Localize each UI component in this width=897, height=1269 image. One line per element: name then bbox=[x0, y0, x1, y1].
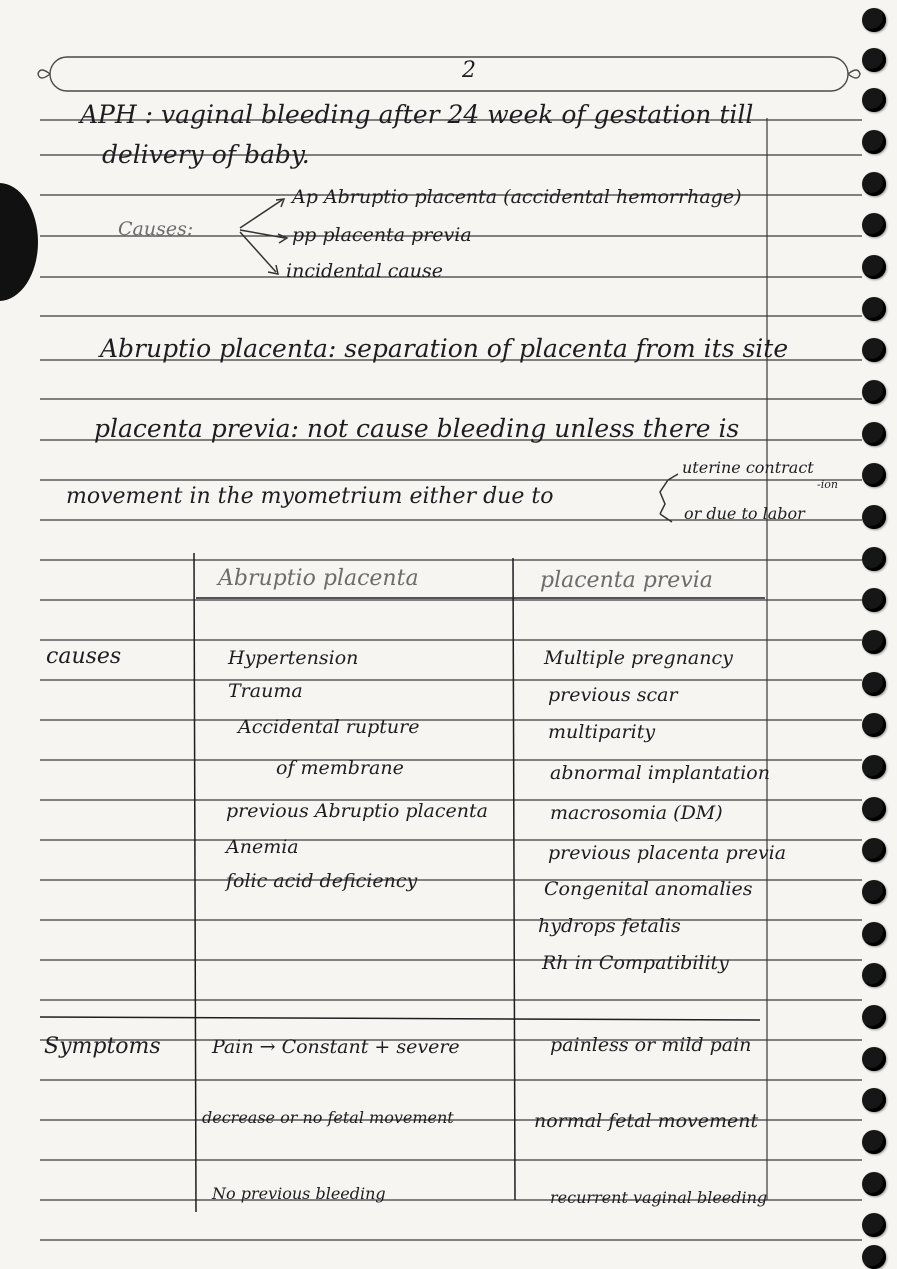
spiral-ring bbox=[862, 463, 886, 487]
spiral-ring bbox=[862, 838, 886, 862]
previa-cause: Multiple pregnancy bbox=[544, 647, 733, 669]
abruptio-cause: Accidental rupture bbox=[238, 716, 420, 738]
branch-uterine-contraction: uterine contract bbox=[682, 458, 814, 477]
spiral-ring bbox=[862, 922, 886, 946]
previa-symptom: recurrent vaginal bleeding bbox=[550, 1188, 768, 1207]
aph-definition-line1: APH : vaginal bleeding after 24 week of gestation till bbox=[80, 100, 754, 129]
previa-cause: previous placenta previa bbox=[548, 842, 787, 864]
spiral-ring bbox=[862, 797, 886, 821]
spiral-ring bbox=[862, 380, 886, 404]
spiral-ring bbox=[862, 588, 886, 612]
abruptio-symptom: decrease or no fetal movement bbox=[202, 1108, 454, 1127]
row-label-causes: causes bbox=[46, 644, 122, 669]
spiral-ring bbox=[862, 713, 886, 737]
spiral-ring bbox=[862, 130, 886, 154]
branch-labor: or due to labor bbox=[684, 504, 805, 523]
previa-definition-line2: movement in the myometrium either due to bbox=[66, 484, 554, 509]
previa-cause: Rh in Compatibility bbox=[542, 952, 729, 974]
spiral-ring bbox=[862, 963, 886, 987]
abruptio-cause: Hypertension bbox=[228, 647, 359, 669]
spiral-ring bbox=[862, 1005, 886, 1029]
spiral-ring bbox=[862, 1172, 886, 1196]
aph-definition-line2: delivery of baby. bbox=[102, 140, 310, 169]
abruptio-definition: Abruptio placenta: separation of placenta from its site bbox=[100, 334, 789, 363]
abruptio-symptom: Pain → Constant + severe bbox=[212, 1036, 460, 1058]
spiral-ring bbox=[862, 505, 886, 529]
abruptio-cause: folic acid deficiency bbox=[226, 870, 418, 892]
page-number: 2 bbox=[462, 58, 476, 83]
spiral-ring bbox=[862, 547, 886, 571]
table-header-previa: placenta previa bbox=[540, 568, 713, 593]
previa-cause: previous scar bbox=[548, 684, 678, 706]
abruptio-cause: previous Abruptio placenta bbox=[226, 800, 488, 822]
spiral-ring bbox=[862, 8, 886, 32]
spiral-ring bbox=[862, 1245, 886, 1269]
spiral-ring bbox=[862, 630, 886, 654]
cause-item: incidental cause bbox=[286, 260, 443, 282]
spiral-ring bbox=[862, 338, 886, 362]
cause-item: Ap Abruptio placenta (accidental hemorrhage) bbox=[292, 186, 742, 208]
spiral-ring bbox=[862, 1088, 886, 1112]
row-label-symptoms: Symptoms bbox=[44, 1034, 161, 1059]
spiral-ring bbox=[862, 213, 886, 237]
spiral-ring bbox=[862, 1130, 886, 1154]
spiral-ring bbox=[862, 880, 886, 904]
cause-item: pp placenta previa bbox=[292, 224, 472, 246]
previa-cause: abnormal implantation bbox=[550, 762, 770, 784]
spiral-ring bbox=[862, 88, 886, 112]
branch-uterine-contraction-suffix: -ion bbox=[817, 478, 838, 491]
abruptio-cause: Trauma bbox=[228, 680, 303, 702]
causes-label: Causes: bbox=[118, 218, 194, 240]
abruptio-cause: of membrane bbox=[276, 757, 404, 779]
spiral-ring bbox=[862, 48, 886, 72]
abruptio-cause: Anemia bbox=[226, 836, 299, 858]
previa-cause: multiparity bbox=[548, 721, 656, 743]
previa-cause: Congenital anomalies bbox=[544, 878, 753, 900]
abruptio-symptom: No previous bleeding bbox=[212, 1184, 386, 1203]
spiral-ring bbox=[862, 1213, 886, 1237]
spiral-ring bbox=[862, 672, 886, 696]
previa-symptom: normal fetal movement bbox=[534, 1110, 759, 1132]
spiral-ring bbox=[862, 255, 886, 279]
spiral-ring bbox=[862, 297, 886, 321]
spiral-ring bbox=[862, 422, 886, 446]
spiral-ring bbox=[862, 755, 886, 779]
spiral-ring bbox=[862, 1047, 886, 1071]
previa-cause: macrosomia (DM) bbox=[550, 802, 723, 824]
spiral-ring bbox=[862, 172, 886, 196]
previa-cause: hydrops fetalis bbox=[538, 915, 681, 937]
previa-symptom: painless or mild pain bbox=[550, 1034, 752, 1056]
previa-definition-line1: placenta previa: not cause bleeding unless there is bbox=[94, 414, 740, 443]
table-header-abruptio: Abruptio placenta bbox=[218, 566, 419, 591]
